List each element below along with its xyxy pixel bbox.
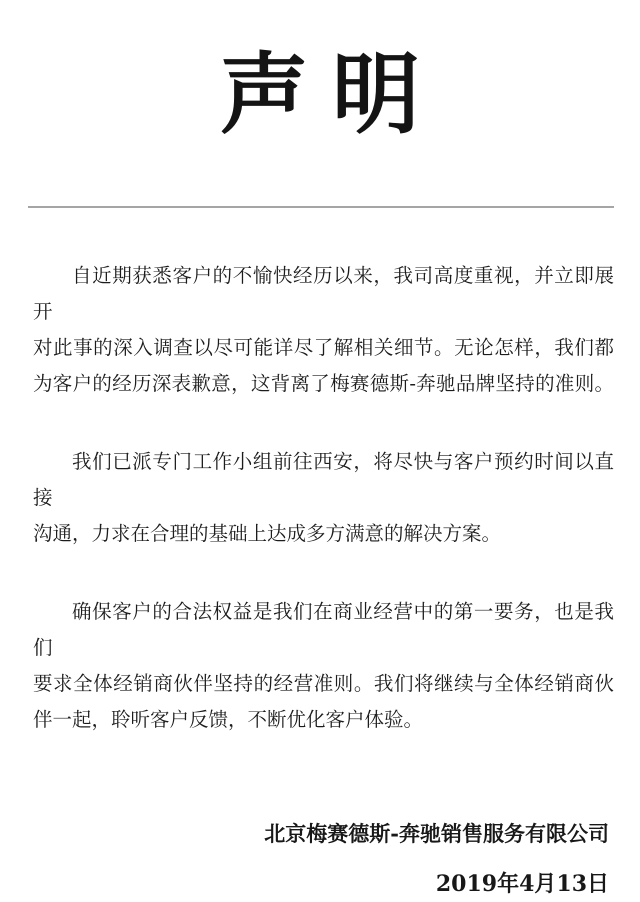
paragraph-line: 伴一起，聆听客户反馈，不断优化客户体验。 [33, 708, 424, 731]
paragraph-1 [33, 258, 614, 402]
statement-date: 2019年4月13日 [435, 871, 609, 897]
paragraph-line: 确保客户的合法权益是我们在商业经营中的第一要务，也是我们 [33, 600, 614, 659]
company-signature: 北京梅赛德斯-奔驰销售服务有限公司 [264, 821, 609, 846]
paragraph-2 [33, 444, 614, 552]
title-divider [28, 206, 614, 208]
paragraph-line: 自近期获悉客户的不愉快经历以来，我司高度重视，并立即展开 [33, 264, 614, 323]
paragraph-3 [33, 594, 614, 738]
paragraph-line: 沟通，力求在合理的基础上达成多方满意的解决方案。 [33, 522, 502, 545]
paragraph-line: 为客户的经历深表歉意，这背离了梅赛德斯-奔驰品牌坚持的准则。 [33, 372, 614, 395]
paragraph-line: 要求全体经销商伙伴坚持的经营准则。我们将继续与全体经销商伙 [33, 672, 614, 695]
signature-block [0, 816, 640, 902]
statement-body [33, 258, 614, 738]
paragraph-line: 我们已派专门工作小组前往西安，将尽快与客户预约时间以直接 [33, 450, 614, 509]
page-title: 声明 [219, 42, 444, 146]
statement-page [0, 34, 640, 897]
paragraph-line: 对此事的深入调查以尽可能详尽了解相关细节。无论怎样，我们都 [33, 336, 614, 359]
